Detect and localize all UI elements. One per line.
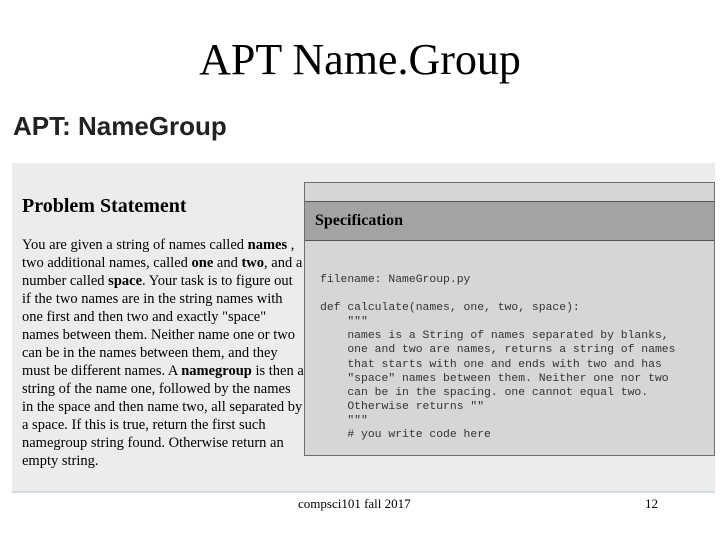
text-run: , two additional names, called (22, 237, 295, 271)
problem-statement-text (22, 236, 304, 470)
term-names: names (247, 237, 288, 253)
text-run: You are given a string of names called (22, 237, 248, 253)
footer-course: compsci101 fall 2017 (298, 496, 411, 511)
problem-panel (12, 163, 715, 493)
specification-title: Specification (315, 212, 403, 229)
specification-header (305, 201, 714, 241)
term-one: one (191, 255, 214, 271)
text-run: . Your task is to figure out if the two names are in the string names with one first and then two and exactly "space" names between them. Neither name one or two can be in the names between them, and they must be different names. A (22, 273, 295, 379)
term-two: two (241, 255, 265, 271)
text-run: is then a string of the name one, followed by the names in the space and then name two, all separated by a space. If this is true, return the first such namegroup string found. Otherwise return an empty string. (22, 363, 304, 469)
text-run: , and a number called (22, 255, 303, 289)
problem-statement-heading: Problem Statement (22, 195, 187, 217)
term-space: space (108, 273, 143, 289)
page-title: APT: NameGroup (13, 111, 227, 141)
slide-title: APT Name.Group (199, 35, 521, 84)
specification-box (304, 182, 715, 456)
term-namegroup: namegroup (181, 363, 252, 379)
footer-page-number: 12 (645, 496, 658, 511)
specification-code: filename: NameGroup.py def calculate(names, one, two, space): """ names is a String of names separated by blanks, one and two are names, returns a string of names that starts with one and ends with two and has "space" names between them. Neither one nor two can be in the spacing. one cannot equal two. Otherwise returns "" """ # you write code here (320, 274, 676, 442)
text-run: and (213, 255, 242, 271)
